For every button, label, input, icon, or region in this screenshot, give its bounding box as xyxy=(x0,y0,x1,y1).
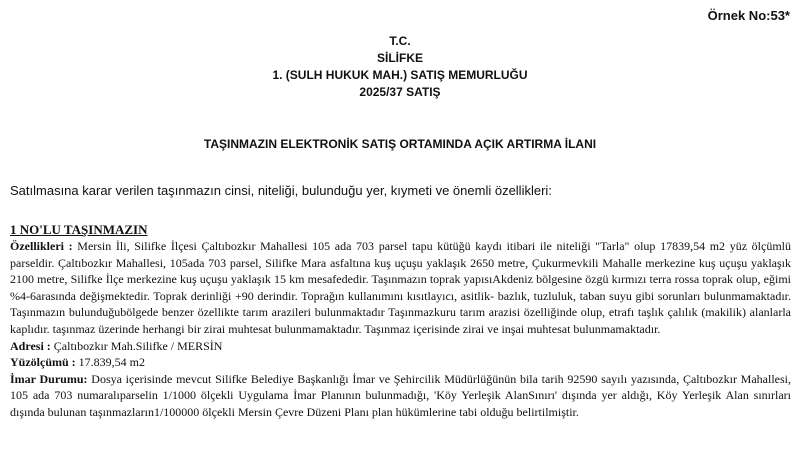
property-address xyxy=(10,338,791,355)
document-header xyxy=(0,33,800,101)
zoning-label: İmar Durumu: xyxy=(10,371,88,386)
property-section xyxy=(10,221,791,421)
area-label: Yüzölçümü : xyxy=(10,355,76,370)
address-text: Çaltıbozkır Mah.Silifke / MERSİN xyxy=(50,338,223,353)
property-zoning xyxy=(10,371,791,421)
property-heading: 1 NO'LU TAŞINMAZIN xyxy=(10,222,148,237)
page-title: TAŞINMAZIN ELEKTRONİK SATIŞ ORTAMINDA AÇIK ARTIRMA İLANI xyxy=(203,137,597,151)
area-text: 17.839,54 m2 xyxy=(75,355,146,370)
property-area xyxy=(10,354,791,371)
header-office: 1. (SULH HUKUK MAH.) SATIŞ MEMURLUĞU xyxy=(272,68,528,82)
header-district: SİLİFKE xyxy=(376,51,423,65)
sample-number: Örnek No:53* xyxy=(707,8,790,23)
features-label: Özellikleri : xyxy=(10,239,73,253)
header-case-number: 2025/37 SATIŞ xyxy=(359,85,441,99)
zoning-text: Dosya içerisinde mevcut Silifke Belediye Başkanlığı İmar ve Şehircilik Müdürlüğünün bila tarih 92590 sayılı yazısında, Çaltıbozkır Mahallesi, 105 ada 703 numaralıparselin 1/1000 ölçekli Uygulama İmar Planının bulunmadığı, 'Köy Yerleşik AlanSınırı' dışında yer aldığı, Köy Yerleşik Alan sınırları dışında bulunan taşınmazların1/100000 ölçekli Mersin Çevre Düzeni Planı plan hükümlerine tabi olduğu belirtilmiştir. xyxy=(10,371,791,419)
address-label: Adresi : xyxy=(10,338,51,353)
property-features xyxy=(10,238,791,338)
header-republic: T.C. xyxy=(389,34,411,48)
intro-text: Satılmasına karar verilen taşınmazın cinsi, niteliği, bulunduğu yer, kıymeti ve önemli özellikleri: xyxy=(10,183,552,198)
features-text: Mersin İli, Silifke İlçesi Çaltıbozkır Mahallesi 105 ada 703 parsel tapu kütüğü kaydı itibari ile niteliği "Tarla" olup 17839,54 m2 yüz ölçümlü parseldir. Çaltıbozkır Mahallesi, 105ada 703 parsel, Silifke Mara asfaltına kuş uçuşu yaklaşık 2650 metre, Çukurmevkili Mahalle merkezine kuş uçuşu yaklaşık 2100 metre, Silifke İlçe merkezine kuş uçuşu yaklaşık 15 km mesafededir. Taşınmazın toprak yapısıAkdeniz bölgesine özgü kırmızı terra rossa toprak olup, eğimi %4-6arasında değişmektedir. Toprak derinliği +90 derindir. Toprağın kullanımını kısıtlayıcı, asitlik- bazlık, tuzluluk, taban suyu gibi sorunları bulunmamaktadır. Taşınmazın bulunduğubölgede benzer özellikte tarım arazileri bulunmaktadır Taşınmazkuru tarım arazisi özelliğinde olup, etrafı taşlık çalılık (makilik) alanlarla kaplıdır. taşınmaz üzerinde herhangi bir zirai muhtesat bulunmamaktadır. Taşınmaz içerisinde zirai ve inşai muhtesat bulunmamaktadır. xyxy=(10,239,791,336)
